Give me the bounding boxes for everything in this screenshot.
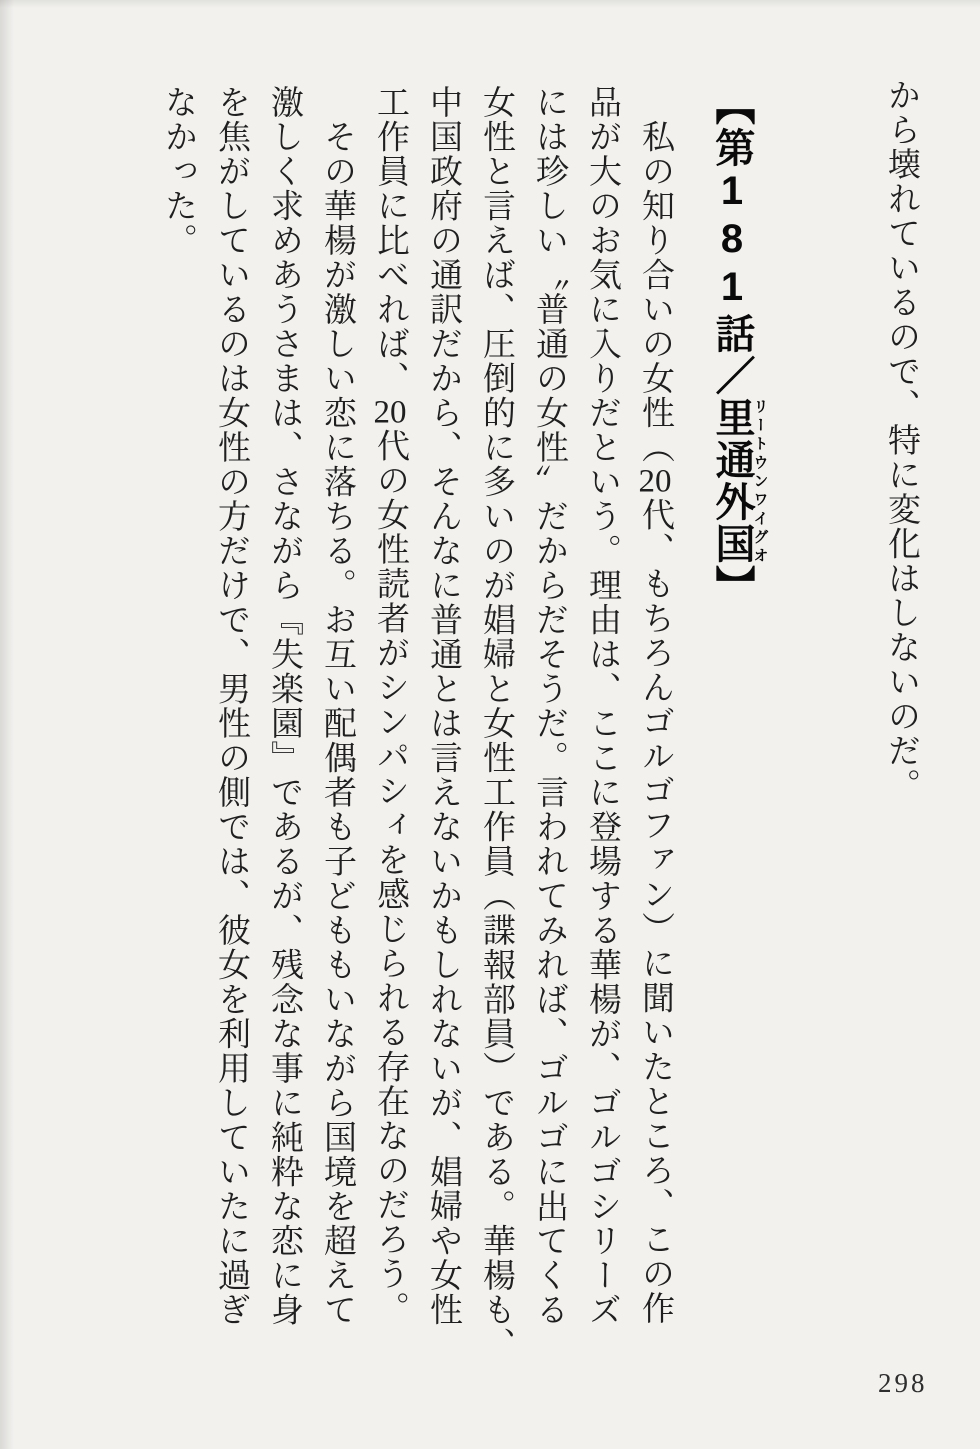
body-line: 私の知り合いの女性（20代、もちろんゴルゴファン）に聞いたところ、この作 — [637, 85, 673, 1326]
body-line: 中国政府の通訳だから、そんなに普通とは言えないかもしれないが、娼婦や女性 — [425, 85, 461, 1327]
heading-title: 里通外国 — [710, 397, 754, 565]
chapter-heading — [707, 85, 768, 1405]
body-line: なかった。 — [160, 85, 196, 258]
heading-title-ruby — [710, 397, 769, 565]
body-line: 工作員に比べれば、20代の女性読者がシンパシィを感じられる存在なのだろう。 — [372, 85, 408, 1326]
body-line: 女性と言えば、圧倒的に多いのが娼婦と女性工作員（諜報部員）である。華楊も、 — [478, 85, 514, 1362]
heading-prefix: 【第 — [710, 85, 754, 169]
heading-episode-number: 181 — [710, 169, 754, 313]
body-line: を焦がしているのは女性の方だけで、男性の側では、彼女を利用していたに過ぎ — [213, 85, 249, 1327]
body-line: には珍しい〝普通の女性〟だからだそうだ。言われてみれば、ゴルゴに出てくる — [531, 85, 567, 1327]
page-number: 298 — [878, 1368, 928, 1398]
heading-middle: 話／ — [710, 313, 754, 397]
body-line: その華楊が激しい恋に落ちる。お互い配偶者も子どももいながら国境を超えて — [319, 85, 355, 1327]
body-line: 激しく求めあうさまは、さながら『失楽園』であるが、残念な事に純粋な恋に身 — [266, 85, 302, 1327]
heading-suffix: 】 — [710, 565, 754, 607]
intro-line: から壊れているので、特に変化はしないのだ。 — [883, 78, 919, 803]
body-line: 品が大のお気に入りだという。理由は、ここに登場する華楊が、ゴルゴシリーズ — [584, 85, 620, 1327]
heading-furigana: リートウンワイグオ — [751, 397, 769, 565]
